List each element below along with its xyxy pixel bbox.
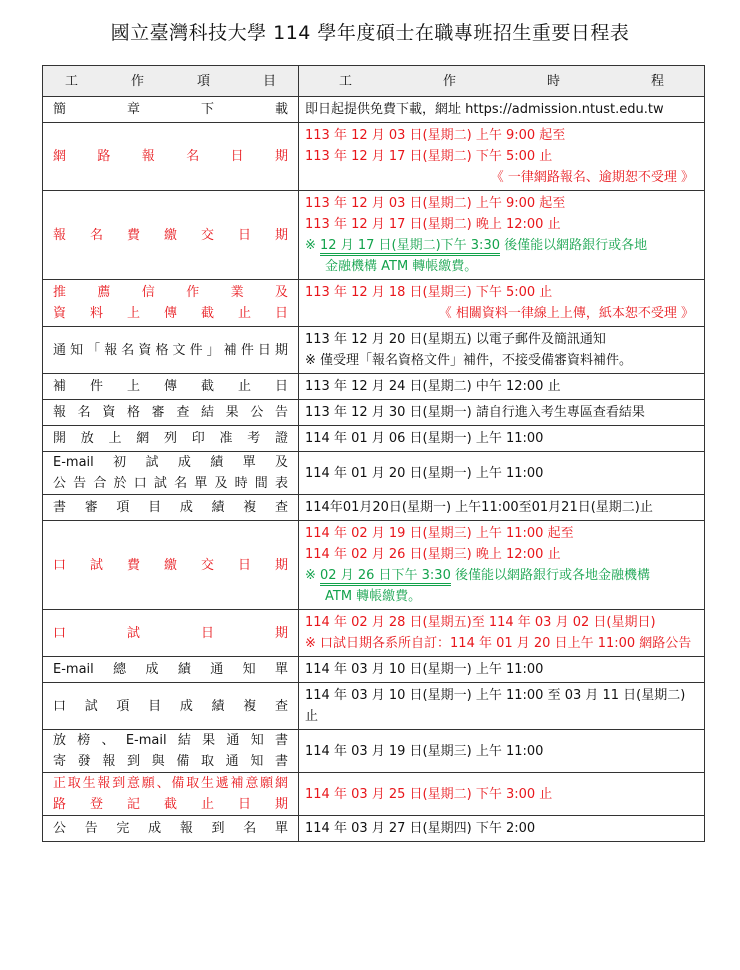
schedule-text: 114 年 03 月 25 日(星期二) 下午 3:00 止	[305, 786, 553, 802]
table-row	[43, 452, 705, 495]
work-item-cell	[43, 730, 299, 773]
header-work-item: 工作項目	[43, 66, 299, 97]
emphasized-deadline: 12 月 17 日(星期二)下午 3:30	[320, 238, 500, 256]
schedule-text: 114 年 01 月 20 日(星期一) 上午 11:00	[305, 465, 544, 481]
schedule-text: ※ 02 月 26 日下午 3:30 後僅能以網路銀行或各地金融機構	[305, 565, 698, 586]
schedule-text: 114 年 01 月 06 日(星期一) 上午 11:00	[305, 431, 544, 446]
work-schedule-cell	[299, 123, 705, 191]
work-item-cell	[43, 610, 299, 657]
work-item-label: 報名資格審查結果公告	[53, 405, 288, 420]
schedule-text: 113 年 12 月 17 日(星期二) 下午 5:00 止	[305, 149, 553, 164]
work-item-cell	[43, 426, 299, 452]
emphasized-deadline: 02 月 26 日下午 3:30	[320, 568, 451, 586]
header-work-schedule: 工作時程	[299, 66, 705, 97]
work-item-cell	[43, 452, 299, 495]
schedule-text: 113 年 12 月 20 日(星期五) 以電子郵件及簡訊通知	[305, 332, 606, 347]
page-title: 國立臺灣科技大學 114 學年度碩士在職專班招生重要日程表	[110, 22, 630, 44]
work-item-cell	[43, 816, 299, 842]
work-item-label: 網路報名日期	[53, 149, 288, 164]
schedule-text: 114 年 02 月 19 日(星期三) 上午 11:00 起至	[305, 526, 574, 541]
table-row	[43, 657, 705, 683]
table-row	[43, 400, 705, 426]
table-row	[43, 495, 705, 521]
work-item-cell	[43, 521, 299, 610]
schedule-text: 114 年 02 月 26 日(星期三) 晚上 12:00 止	[305, 547, 561, 562]
work-item-cell	[43, 683, 299, 730]
work-item-label: 公告合於口試名單及時間表	[53, 476, 288, 491]
table-row	[43, 191, 705, 280]
work-schedule-cell	[299, 683, 705, 730]
table-header-row	[43, 66, 705, 97]
table-row	[43, 123, 705, 191]
table-row	[43, 280, 705, 327]
table-row	[43, 521, 705, 610]
work-item-cell	[43, 123, 299, 191]
work-item-label: E-mail初試成績單及	[53, 455, 288, 470]
schedule-text: 114 年 03 月 10 日(星期一) 上午 11:00 至 03 月 11 日(星期二)止	[305, 688, 686, 724]
work-schedule-cell	[299, 400, 705, 426]
schedule-text: 113 年 12 月 03 日(星期二) 上午 9:00 起至	[305, 196, 566, 211]
schedule-text: ※ 僅受理「報名資格文件」補件，不接受備審資料補件。	[305, 353, 633, 368]
work-item-label: 放榜、E-mail結果通知書	[53, 733, 288, 748]
work-item-label: 口試日期	[53, 625, 288, 641]
work-item-label: 資料上傳截止日	[53, 306, 288, 321]
work-item-label: 公告完成報到名單	[53, 821, 288, 836]
work-item-label: 正取生報到意願、備取生遞補意願網	[53, 776, 288, 791]
work-schedule-cell	[299, 426, 705, 452]
schedule-text: 《 一律網路報名、逾期恕不受理 》	[490, 170, 694, 185]
schedule-text: 113 年 12 月 30 日(星期一) 請自行進入考生專區查看結果	[305, 405, 645, 420]
schedule-table	[42, 65, 705, 842]
schedule-text: ※ 口試日期各系所自訂：114 年 01 月 20 日上午 11:00 網路公告	[305, 636, 692, 651]
schedule-text: 114 年 02 月 28 日(星期五)至 114 年 03 月 02 日(星期日)	[305, 615, 656, 630]
work-schedule-cell	[299, 495, 705, 521]
work-item-label: 簡章下載	[53, 102, 288, 117]
work-item-label: 路登記截止日期	[53, 797, 288, 812]
schedule-text: ATM 轉帳繳費。	[325, 589, 422, 604]
work-item-cell	[43, 374, 299, 400]
table-row	[43, 730, 705, 773]
schedule-text: 113 年 12 月 03 日(星期二) 上午 9:00 起至	[305, 128, 566, 143]
work-schedule-cell	[299, 452, 705, 495]
work-item-label: E-mail總成績通知單	[53, 662, 288, 677]
work-item-cell	[43, 327, 299, 374]
work-schedule-cell	[299, 327, 705, 374]
table-row	[43, 97, 705, 123]
work-schedule-cell	[299, 816, 705, 842]
work-item-label: 口試費繳交日期	[53, 557, 288, 573]
table-row	[43, 773, 705, 816]
work-item-cell	[43, 191, 299, 280]
table-row	[43, 374, 705, 400]
work-item-label: 報名費繳交日期	[53, 227, 288, 243]
table-row	[43, 327, 705, 374]
schedule-text: 113 年 12 月 24 日(星期二) 中午 12:00 止	[305, 379, 561, 394]
schedule-text: 114年01月20日(星期一) 上午11:00至01月21日(星期二)止	[305, 500, 653, 515]
work-schedule-cell	[299, 374, 705, 400]
work-item-cell	[43, 97, 299, 123]
work-item-cell	[43, 400, 299, 426]
work-item-cell	[43, 773, 299, 816]
schedule-text: 113 年 12 月 17 日(星期二) 晚上 12:00 止	[305, 217, 561, 232]
schedule-text: ※ 12 月 17 日(星期二)下午 3:30 後僅能以網路銀行或各地	[305, 235, 698, 256]
schedule-text: 114 年 03 月 10 日(星期一) 上午 11:00	[305, 662, 544, 677]
table-row	[43, 426, 705, 452]
table-row	[43, 610, 705, 657]
schedule-text: 114 年 03 月 27 日(星期四) 下午 2:00	[305, 821, 536, 836]
work-item-label: 口試項目成績複查	[53, 698, 288, 714]
work-item-cell	[43, 657, 299, 683]
work-schedule-cell	[299, 610, 705, 657]
work-item-label: 推薦信作業及	[53, 285, 288, 300]
schedule-text: 114 年 03 月 19 日(星期三) 上午 11:00	[305, 743, 544, 759]
schedule-text: 金融機構 ATM 轉帳繳費。	[325, 259, 478, 274]
work-item-label: 開放上網列印准考證	[53, 431, 288, 446]
work-item-label: 寄發報到與備取通知書	[53, 754, 288, 769]
table-row	[43, 816, 705, 842]
work-item-label: 書審項目成績複查	[53, 500, 288, 515]
schedule-text: 《 相關資料一律線上上傳，紙本恕不受理 》	[438, 306, 694, 321]
work-schedule-cell	[299, 280, 705, 327]
schedule-text: 113 年 12 月 18 日(星期三) 下午 5:00 止	[305, 285, 553, 300]
work-item-cell	[43, 280, 299, 327]
work-schedule-cell	[299, 730, 705, 773]
work-schedule-cell	[299, 521, 705, 610]
work-item-label: 補件上傳截止日	[53, 379, 288, 394]
work-schedule-cell	[299, 657, 705, 683]
work-item-cell	[43, 495, 299, 521]
work-schedule-cell	[299, 773, 705, 816]
work-schedule-cell	[299, 191, 705, 280]
work-schedule-cell	[299, 97, 705, 123]
work-item-label: 通知「報名資格文件」補件日期	[53, 342, 288, 358]
table-row	[43, 683, 705, 730]
schedule-text: 即日起提供免費下載，網址 https://admission.ntust.edu.tw	[305, 102, 664, 117]
